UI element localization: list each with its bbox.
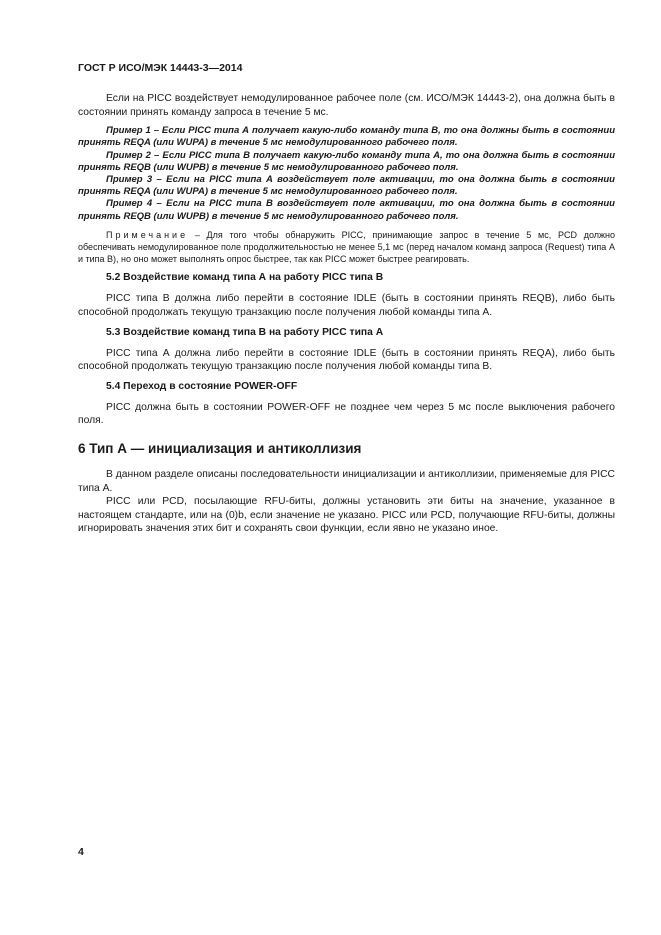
- note-text: – Для того чтобы обнаружить PICC, принимающие запрос в течение 5 мс, PCD должно обеспечивать немодулированное поле продолжительностью не менее 5,1 мс (перед началом команд запроса (Request) типа А и типа В), но оно может выполнять опрос быстрее, так как PICC может быстрее реагировать.: [78, 229, 615, 265]
- section-5-3-heading: 5.3 Воздействие команд типа В на работу PICC типа А: [106, 326, 384, 338]
- section-6-paragraph-2: PICC или PCD, посылающие RFU-биты, должны установить эти биты на значение, указанное в настоящем стандарте, или на (0)b, если значение не указано. PICC или PCD, получающие RFU-биты, должны игнорировать значения этих бит и сохранять свои функции, если явно не указано иное.: [78, 496, 615, 535]
- section-6-paragraph-1: В данном разделе описаны последовательности инициализации и антиколлизии, применяемые для PICC типа А.: [78, 468, 615, 494]
- example-3: Пример 3 – Если на PICC типа А воздействует поле активации, то она должна быть в состоянии принять REQA (или WUPA) в течение 5 мс немодулированного рабочего поля.: [78, 174, 615, 198]
- note-label: Примечание: [106, 229, 189, 240]
- examples-block: [78, 125, 615, 223]
- section-5-4-heading: 5.4 Переход в состояние POWER-OFF: [106, 380, 298, 392]
- example-1: Пример 1 – Если PICC типа А получает какую-либо команду типа В, то она должны быть в состоянии принять REQA (или WUPA) в течение 5 мс немодулированного рабочего поля.: [78, 125, 615, 149]
- document-header: ГОСТ Р ИСО/МЭК 14443-3—2014: [78, 62, 243, 74]
- note-paragraph: [78, 229, 615, 266]
- intro-paragraph: Если на PICC воздействует немодулированное рабочее поле (см. ИСО/МЭК 14443-2), она должна быть в состоянии принять команду запроса в течение 5 мс.: [78, 93, 615, 118]
- section-5-3-text: PICC типа А должна либо перейти в состояние IDLE (быть в состоянии принять REQA), либо быть способной продолжать текущую транзакцию после получения любой команды типа В.: [78, 347, 615, 373]
- section-5-2-heading: 5.2 Воздействие команд типа А на работу PICC типа В: [106, 272, 384, 284]
- section-6-heading: 6 Тип А — инициализация и антиколлизия: [78, 440, 362, 456]
- example-2: Пример 2 – Если PICC типа В получает какую-либо команду типа А, то она должна быть в состоянии принять REQB (или WUPB) в течение 5 мс немодулированного рабочего поля.: [78, 149, 615, 173]
- document-page: [78, 62, 615, 536]
- page-number: 4: [78, 846, 84, 858]
- section-5-2-text: PICC типа В должна либо перейти в состояние IDLE (быть в состоянии принять REQB), либо быть способной продолжать текущую транзакцию после получения любой команды типа А.: [78, 293, 615, 319]
- example-4: Пример 4 – Если на PICC типа В воздействует поле активации, то она должна быть в состоянии принять REQB (или WUPB) в течение 5 мс немодулированного рабочего поля.: [78, 198, 615, 222]
- section-5-4-text: PICC должна быть в состоянии POWER-OFF не позднее чем через 5 мс после выключения рабочего поля.: [78, 401, 615, 427]
